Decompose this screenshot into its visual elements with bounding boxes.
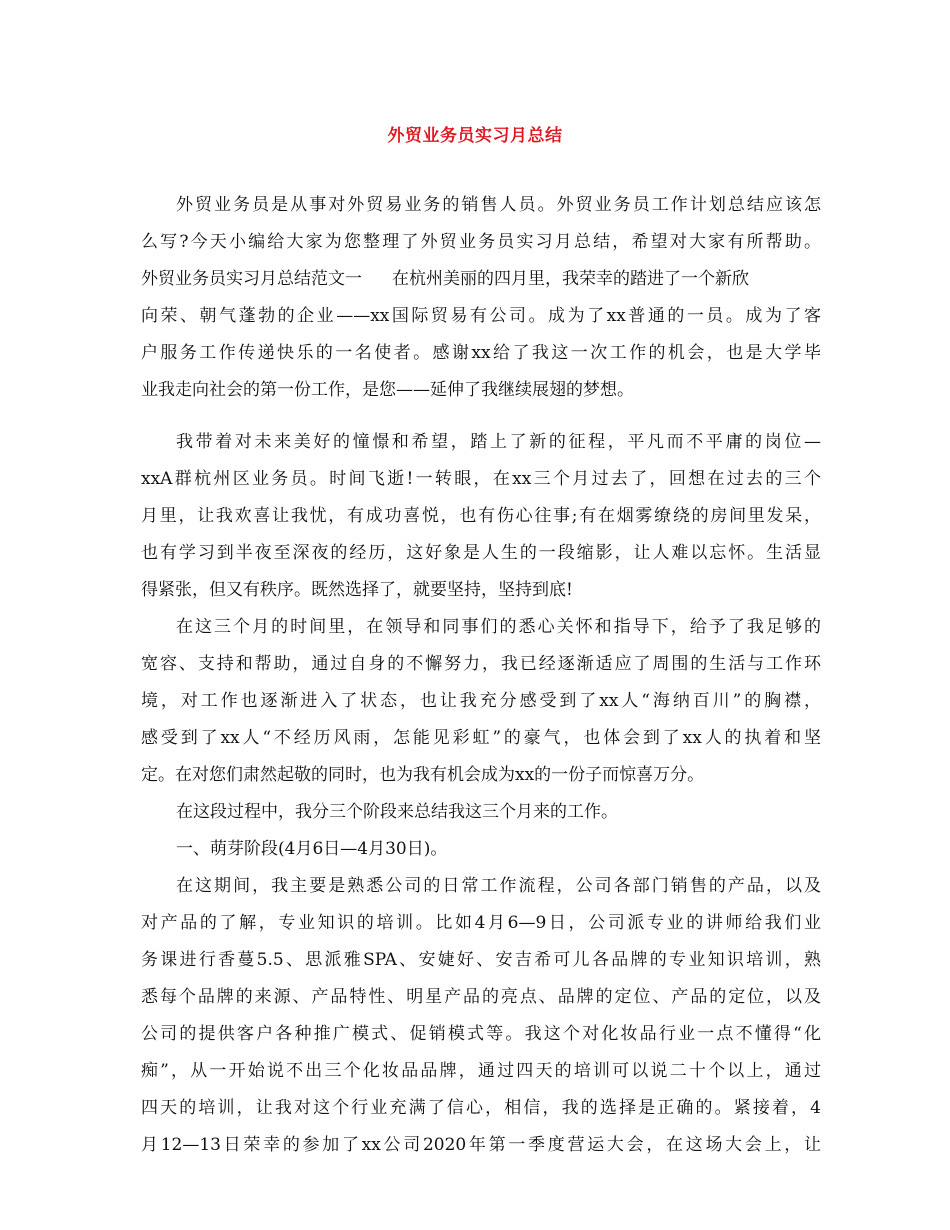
paragraph-line: 感受到了xx人“不经历风雨，怎能见彩虹”的豪气，也体会到了xx人的执着和坚: [141, 728, 821, 748]
paragraph-line: 户服务工作传递快乐的一名使者。感谢xx给了我这一次工作的机会，也是大学毕: [141, 343, 821, 363]
paragraph-line: 境，对工作也逐渐进入了状态，也让我充分感受到了xx人“海纳百川”的胸襟，: [141, 691, 821, 711]
paragraph-line: 公司的提供客户各种推广模式、促销模式等。我这个对化妆品行业一点不懂得“化: [141, 1024, 821, 1044]
paragraph-line: 宽容、支持和帮助，通过自身的不懈努力，我已经逐渐适应了周围的生活与工作环: [141, 654, 821, 674]
paragraph-line: 业我走向社会的第一份工作，是您——延伸了我继续展翅的梦想。: [141, 380, 634, 400]
section-heading: 一、萌芽阶段(4月6日—4月30日)。: [176, 839, 448, 859]
paragraph-line: 么写?今天小编给大家为您整理了外贸业务员实习月总结，希望对大家有所帮助。: [141, 232, 821, 252]
paragraph-line: [141, 261, 821, 298]
paragraph-line: 对产品的了解，专业知识的培训。比如4月6—9日，公司派专业的讲师给我们业: [141, 913, 821, 933]
sample-heading: 外贸业务员实习月总结范文一: [141, 269, 362, 289]
paragraph-line: 定。在对您们肃然起敬的同时，也为我有机会成为xx的一份子而惊喜万分。: [141, 765, 705, 785]
paragraph-line: 外贸业务员是从事对外贸易业务的销售人员。外贸业务员工作计划总结应该怎: [176, 195, 821, 215]
paragraph-line: 月12—13日荣幸的参加了xx公司2020年第一季度营运大会，在这场大会上，让: [141, 1135, 821, 1155]
paragraph-line: 痴”，从一开始说不出三个化妆品品牌，通过四天的培训可以说二十个以上，通过: [141, 1061, 821, 1081]
paragraph-line: xxA群杭州区业务员。时间飞逝!一转眼，在xx三个月过去了，回想在过去的三个: [141, 469, 821, 489]
paragraph-line: 悉每个品牌的来源、产品特性、明星产品的亮点、品牌的定位、产品的定位，以及: [141, 987, 821, 1007]
sample-text-start: 在杭州美丽的四月里，我荣幸的踏进了一个新欣: [392, 269, 749, 289]
paragraph-line: 也有学习到半夜至深夜的经历，这好象是人生的一段缩影，让人难以忘怀。生活显: [141, 543, 821, 563]
paragraph-line: 得紧张，但又有秩序。既然选择了，就要坚持，坚持到底!: [141, 580, 573, 600]
paragraph-line: 在这三个月的时间里，在领导和同事们的悉心关怀和指导下，给予了我足够的: [176, 617, 821, 637]
paragraph-line: 我带着对未来美好的憧憬和希望，踏上了新的征程，平凡而不平庸的岗位—: [176, 432, 821, 452]
paragraph-line: 务课进行香蔓5.5、思派雅SPA、安婕好、安吉希可儿各品牌的专业知识培训，熟: [141, 950, 821, 970]
document-title: 外贸业务员实习月总结: [387, 126, 563, 146]
paragraph-line: 月里，让我欢喜让我忧，有成功喜悦，也有伤心往事;有在烟雾缭绕的房间里发呆，: [141, 506, 821, 526]
paragraph-line: 四天的培训，让我对这个行业充满了信心，相信，我的选择是正确的。紧接着，4: [141, 1098, 821, 1118]
paragraph-line: 在这期间，我主要是熟悉公司的日常工作流程，公司各部门销售的产品，以及: [176, 876, 821, 896]
paragraph-line: 在这段过程中，我分三个阶段来总结我这三个月来的工作。: [176, 802, 618, 822]
paragraph-line: 向荣、朝气蓬勃的企业——xx国际贸易有公司。成为了xx普通的一员。成为了客: [141, 306, 821, 326]
